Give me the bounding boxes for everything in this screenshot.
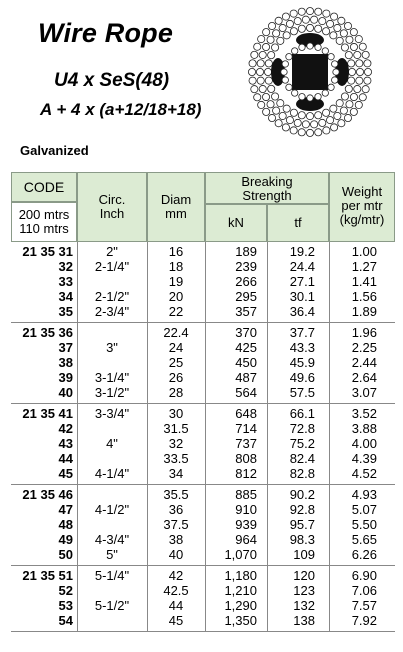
diam-cell: 34 xyxy=(168,466,184,481)
code-cell: 35 xyxy=(58,304,73,319)
code-cell: 45 xyxy=(58,466,73,481)
table-row xyxy=(11,355,395,370)
weight-cell: 3.52 xyxy=(351,406,377,421)
weight-cell: 7.92 xyxy=(351,613,377,628)
circ-cell: 4-1/4" xyxy=(94,466,130,481)
table-row xyxy=(11,613,395,628)
weight-cell: 4.39 xyxy=(351,451,377,466)
diam-cell: 19 xyxy=(168,274,184,289)
tf-cell: 138 xyxy=(293,613,315,628)
code-cell: 34 xyxy=(58,289,73,304)
code-cell: 53 xyxy=(58,598,73,613)
weight-cell: 5.65 xyxy=(351,532,377,547)
weight-cell: 7.06 xyxy=(351,583,377,598)
code-cell: 39 xyxy=(58,370,73,385)
kn-cell: 714 xyxy=(235,421,257,436)
finish-label: Galvanized xyxy=(20,143,89,158)
code-cell: 42 xyxy=(58,421,73,436)
weight-cell: 2.64 xyxy=(351,370,377,385)
table-row xyxy=(11,547,395,562)
formula-label: A + 4 x (a+12/18+18) xyxy=(40,100,202,119)
diam-cell: 26 xyxy=(168,370,184,385)
kn-cell: 1,180 xyxy=(224,568,257,583)
code-cell: 54 xyxy=(58,613,73,628)
kn-cell: 812 xyxy=(235,466,257,481)
tf-cell: 27.1 xyxy=(289,274,315,289)
kn-cell: 189 xyxy=(235,244,257,259)
code-cell: 21 35 31 xyxy=(22,244,73,259)
table-row xyxy=(11,517,395,532)
code-cell: 32 xyxy=(58,259,73,274)
diam-cell: 42.5 xyxy=(163,583,189,598)
tf-cell: 92.8 xyxy=(289,502,315,517)
table-row xyxy=(11,289,395,304)
tf-cell: 19.2 xyxy=(289,244,315,259)
tf-cell: 36.4 xyxy=(289,304,315,319)
circ-header xyxy=(77,172,147,242)
weight-cell: 1.96 xyxy=(351,325,377,340)
circ-header-line1: Circ. xyxy=(98,192,126,207)
diam-cell: 24 xyxy=(168,340,184,355)
kn-cell: 885 xyxy=(235,487,257,502)
kn-cell: 239 xyxy=(235,259,257,274)
weight-cell: 1.41 xyxy=(351,274,377,289)
kn-header: kN xyxy=(205,204,267,242)
diam-cell: 28 xyxy=(168,385,184,400)
product-title: Wire Rope xyxy=(38,18,174,48)
circ-cell: 2-3/4" xyxy=(94,304,130,319)
table-row xyxy=(11,385,395,400)
code-cell: 21 35 41 xyxy=(22,406,73,421)
table-header xyxy=(11,172,395,242)
circ-cell: 5-1/4" xyxy=(94,568,130,583)
circ-cell: 4" xyxy=(106,436,118,451)
weight-cell: 2.44 xyxy=(351,355,377,370)
length-110: 110 mtrs xyxy=(19,221,69,236)
code-cell: 52 xyxy=(58,583,73,598)
diam-cell: 42 xyxy=(168,568,184,583)
kn-cell: 1,210 xyxy=(224,583,257,598)
breaking-strength-header xyxy=(205,172,329,204)
tf-cell: 82.8 xyxy=(289,466,315,481)
weight-line2: per mtr xyxy=(341,198,383,213)
circ-cell: 3-1/4" xyxy=(94,370,130,385)
code-cell: 40 xyxy=(58,385,73,400)
diam-cell: 31.5 xyxy=(163,421,189,436)
table-row xyxy=(11,466,395,481)
diam-cell: 22 xyxy=(168,304,184,319)
diam-cell: 33.5 xyxy=(163,451,189,466)
table-row xyxy=(11,304,395,319)
diam-cell: 40 xyxy=(168,547,184,562)
tf-cell: 30.1 xyxy=(289,289,315,304)
weight-cell: 1.89 xyxy=(351,304,377,319)
code-cell: 33 xyxy=(58,274,73,289)
diam-header xyxy=(147,172,205,242)
diam-cell: 20 xyxy=(168,289,184,304)
kn-cell: 564 xyxy=(235,385,257,400)
tf-cell: 75.2 xyxy=(289,436,315,451)
weight-cell: 1.27 xyxy=(351,259,377,274)
code-header: CODE xyxy=(11,172,77,202)
table-row xyxy=(11,598,395,613)
table-row xyxy=(11,244,395,259)
circ-cell: 2-1/4" xyxy=(94,259,130,274)
kn-cell: 370 xyxy=(235,325,257,340)
circ-cell: 2-1/2" xyxy=(94,289,130,304)
kn-cell: 1,070 xyxy=(224,547,257,562)
row-group xyxy=(11,566,395,632)
weight-cell: 1.00 xyxy=(351,244,377,259)
row-group xyxy=(11,485,395,566)
weight-cell: 5.50 xyxy=(351,517,377,532)
circ-cell: 3-1/2" xyxy=(94,385,130,400)
tf-cell: 120 xyxy=(293,568,315,583)
kn-cell: 910 xyxy=(235,502,257,517)
diam-header-line2: mm xyxy=(165,206,187,221)
code-cell: 38 xyxy=(58,355,73,370)
diam-cell: 22.4 xyxy=(163,325,189,340)
row-group xyxy=(11,242,395,323)
construction-label: U4 x SeS(48) xyxy=(54,70,170,91)
diam-cell: 38 xyxy=(168,532,184,547)
weight-cell: 6.26 xyxy=(351,547,377,562)
kn-cell: 450 xyxy=(235,355,257,370)
table-row xyxy=(11,583,395,598)
kn-cell: 425 xyxy=(235,340,257,355)
code-cell: 49 xyxy=(58,532,73,547)
table-row xyxy=(11,436,395,451)
tf-cell: 90.2 xyxy=(289,487,315,502)
diam-cell: 25 xyxy=(168,355,184,370)
tf-cell: 132 xyxy=(293,598,315,613)
tf-cell: 72.8 xyxy=(289,421,315,436)
code-cell: 48 xyxy=(58,517,73,532)
tf-cell: 24.4 xyxy=(289,259,315,274)
table-row xyxy=(11,568,395,583)
kn-cell: 648 xyxy=(235,406,257,421)
tf-cell: 109 xyxy=(293,547,315,562)
tf-cell: 45.9 xyxy=(289,355,315,370)
circ-cell: 5" xyxy=(106,547,118,562)
rope-cross-section-image xyxy=(246,4,374,140)
table-body xyxy=(11,242,395,632)
table-row xyxy=(11,502,395,517)
length-200: 200 mtrs xyxy=(18,207,70,222)
kn-cell: 357 xyxy=(235,304,257,319)
table-row xyxy=(11,487,395,502)
diam-cell: 37.5 xyxy=(163,517,189,532)
circ-cell: 3-3/4" xyxy=(94,406,130,421)
diam-cell: 18 xyxy=(168,259,184,274)
weight-line3: (kg/mtr) xyxy=(339,212,385,227)
lengths-header xyxy=(11,202,77,242)
diam-cell: 45 xyxy=(168,613,184,628)
weight-cell: 2.25 xyxy=(351,340,377,355)
kn-cell: 808 xyxy=(235,451,257,466)
table-row xyxy=(11,340,395,355)
weight-cell: 1.56 xyxy=(351,289,377,304)
diam-cell: 30 xyxy=(168,406,184,421)
code-cell: 47 xyxy=(58,502,73,517)
tf-cell: 49.6 xyxy=(289,370,315,385)
code-cell: 21 35 36 xyxy=(22,325,73,340)
circ-cell: 2" xyxy=(106,244,118,259)
weight-line1: Weight xyxy=(341,184,383,199)
kn-cell: 1,290 xyxy=(224,598,257,613)
table-row xyxy=(11,406,395,421)
tf-cell: 123 xyxy=(293,583,315,598)
tf-cell: 37.7 xyxy=(289,325,315,340)
diam-header-line1: Diam xyxy=(160,192,192,207)
circ-header-line2: Inch xyxy=(99,206,125,221)
weight-cell: 4.93 xyxy=(351,487,377,502)
table-row xyxy=(11,370,395,385)
tf-cell: 43.3 xyxy=(289,340,315,355)
row-group xyxy=(11,323,395,404)
table-row xyxy=(11,532,395,547)
table-row xyxy=(11,274,395,289)
weight-cell: 7.57 xyxy=(351,598,377,613)
tf-cell: 57.5 xyxy=(289,385,315,400)
kn-cell: 964 xyxy=(235,532,257,547)
code-cell: 50 xyxy=(58,547,73,562)
diam-cell: 16 xyxy=(168,244,184,259)
breaking-line2: Strength xyxy=(242,188,292,203)
tf-cell: 82.4 xyxy=(289,451,315,466)
table-row xyxy=(11,259,395,274)
weight-cell: 6.90 xyxy=(351,568,377,583)
specification-table xyxy=(11,172,395,632)
circ-cell: 3" xyxy=(106,340,118,355)
code-cell: 37 xyxy=(58,340,73,355)
weight-cell: 4.00 xyxy=(351,436,377,451)
table-row xyxy=(11,451,395,466)
kn-cell: 487 xyxy=(235,370,257,385)
row-group xyxy=(11,404,395,485)
table-row xyxy=(11,421,395,436)
kn-cell: 266 xyxy=(235,274,257,289)
tf-cell: 66.1 xyxy=(289,406,315,421)
weight-cell: 3.88 xyxy=(351,421,377,436)
circ-cell: 5-1/2" xyxy=(94,598,130,613)
weight-cell: 4.52 xyxy=(351,466,377,481)
kn-cell: 737 xyxy=(235,436,257,451)
circ-cell: 4-1/2" xyxy=(94,502,130,517)
table-row xyxy=(11,325,395,340)
diam-cell: 35.5 xyxy=(163,487,189,502)
code-cell: 44 xyxy=(58,451,73,466)
diam-cell: 44 xyxy=(168,598,184,613)
code-cell: 43 xyxy=(58,436,73,451)
code-cell: 21 35 51 xyxy=(22,568,73,583)
weight-cell: 3.07 xyxy=(351,385,377,400)
kn-cell: 1,350 xyxy=(224,613,257,628)
tf-cell: 98.3 xyxy=(289,532,315,547)
kn-cell: 295 xyxy=(235,289,257,304)
code-cell: 21 35 46 xyxy=(22,487,73,502)
weight-header xyxy=(329,172,395,242)
kn-cell: 939 xyxy=(235,517,257,532)
diam-cell: 36 xyxy=(168,502,184,517)
tf-cell: 95.7 xyxy=(289,517,315,532)
tf-header: tf xyxy=(267,204,329,242)
circ-cell: 4-3/4" xyxy=(94,532,130,547)
diam-cell: 32 xyxy=(168,436,184,451)
breaking-line1: Breaking xyxy=(241,174,293,189)
weight-cell: 5.07 xyxy=(351,502,377,517)
